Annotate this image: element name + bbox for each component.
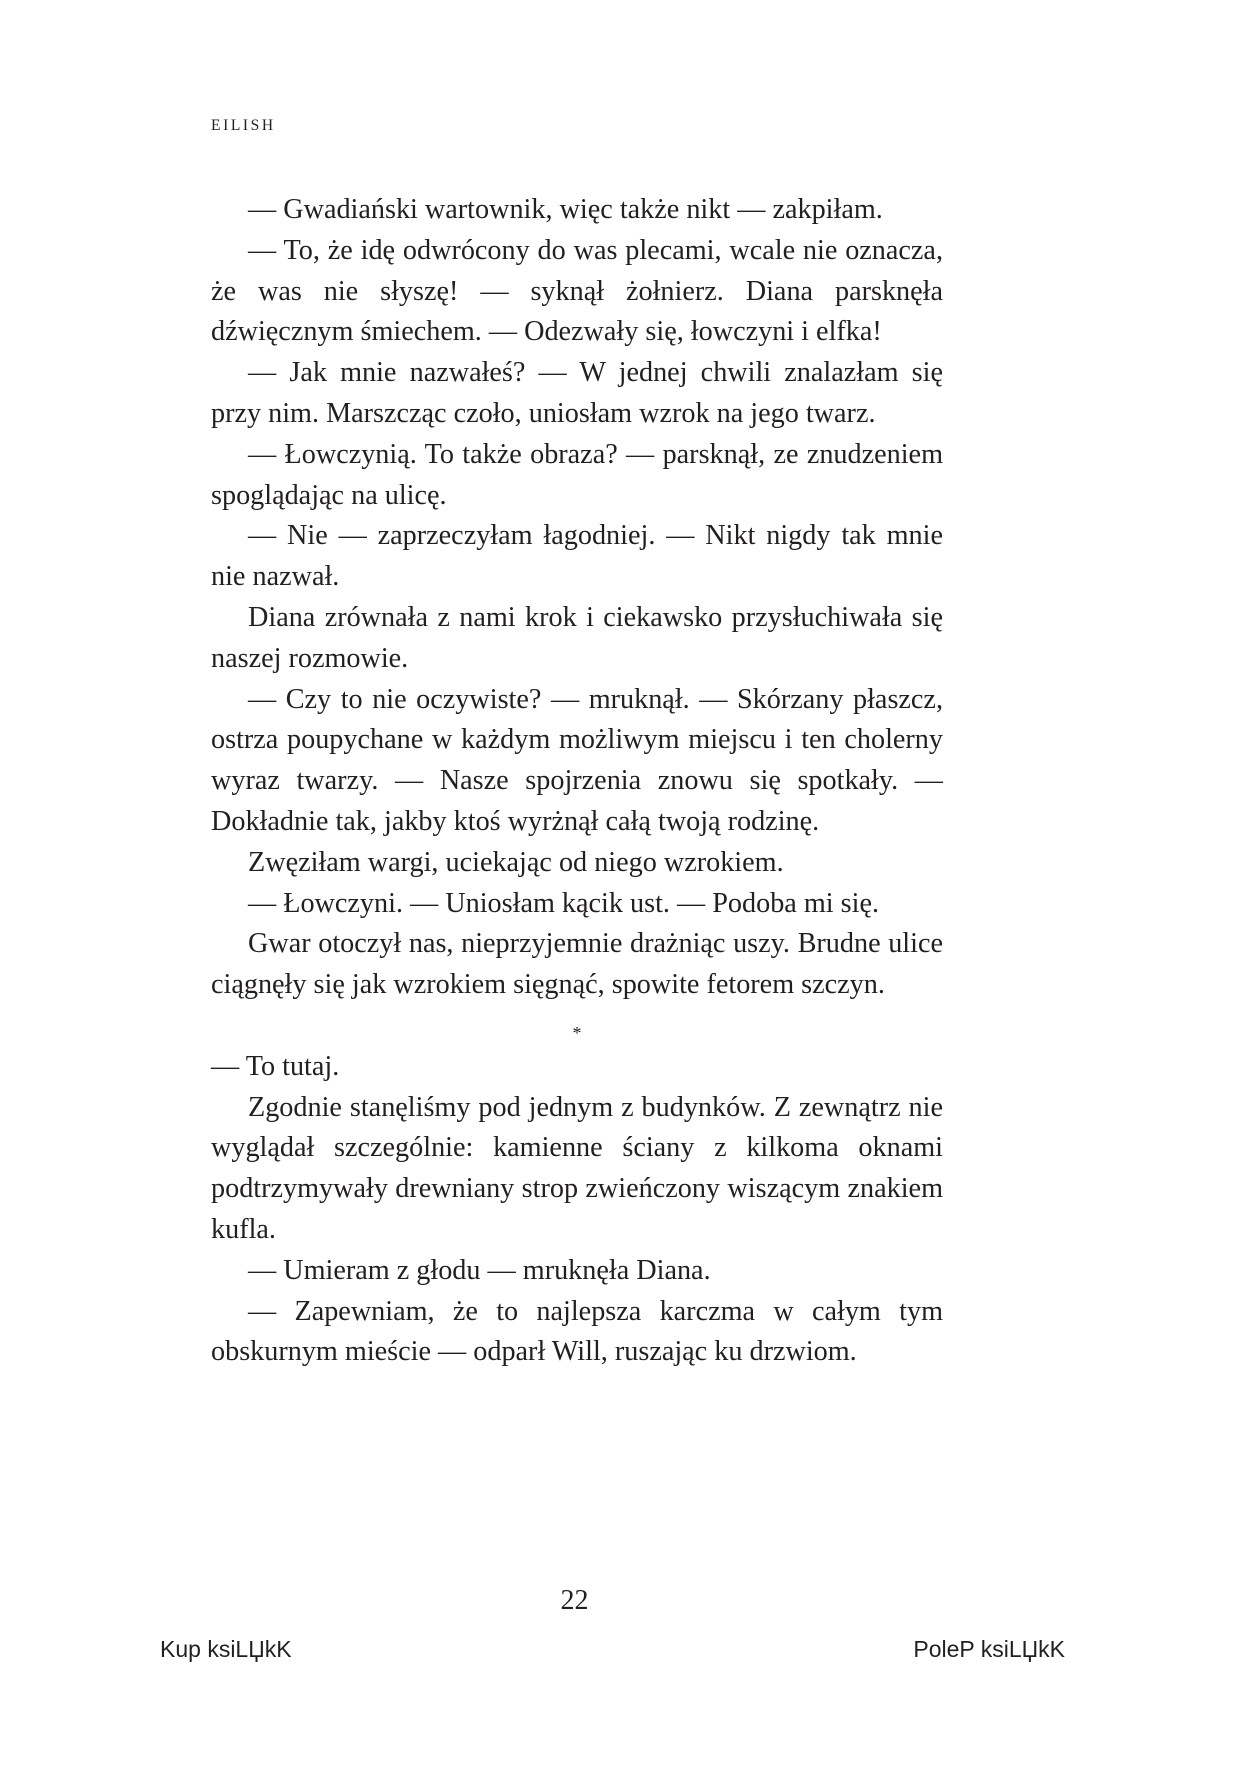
paragraph: — Łowczynią. To także obraza? — parsknął, ze znudzeniem spoglądając na ulicę. [211, 438, 943, 511]
paragraph: — To, że idę odwrócony do was plecami, wcale nie oznacza, że was nie słyszę! — syknął żołnierz. Diana parsknęła dźwięcznym śmiechem. — Odezwały się, łowczyni i elfka! [211, 234, 943, 348]
paragraph: — Nie — zaprzeczyłam łagodniej. — Nikt nigdy tak mnie nie nazwał. [211, 520, 943, 593]
running-head: EILISH [211, 117, 276, 134]
body-text [211, 190, 943, 1373]
paragraph: Gwar otoczył nas, nieprzyjemnie drażniąc uszy. Brudne ulice ciągnęły się jak wzrokiem sięgnąć, spowite fetorem szczyn. [211, 928, 943, 1001]
paragraph: — To tutaj. [211, 1050, 340, 1082]
paragraph: Zgodnie stanęliśmy pod jednym z budynków. Z zewnątrz nie wyglądał szczególnie: kamienne ściany z kilkoma oknami podtrzymywały drewniany strop zwieńczony wiszącym znakiem kufla. [211, 1091, 943, 1245]
section-break-asterisk: * [572, 1022, 582, 1043]
paragraph: — Zapewniam, że to najlepsza karczma w całym tym obskurnym mieście — odparł Will, ruszając ku drzwiom. [211, 1295, 943, 1368]
page-number: 22 [560, 1585, 589, 1616]
paragraph: Zwęziłam wargi, uciekając od niego wzrokiem. [248, 846, 784, 878]
paragraph: — Gwadiański wartownik, więc także nikt — zakpiłam. [248, 194, 883, 225]
paragraph: Diana zrównała z nami krok i ciekawsko przysłuchiwała się naszej rozmowie. [211, 601, 943, 674]
paragraph: — Łowczyni. — Uniosłam kącik ust. — Podoba mi się. [248, 887, 880, 919]
recommend-book-link[interactable]: PoleP ksiLЏkK [913, 1636, 1065, 1662]
paragraph: — Umieram z głodu — mruknęła Diana. [248, 1254, 711, 1286]
paragraph: — Czy to nie oczywiste? — mruknął. — Skórzany płaszcz, ostrza poupychane w każdym możliwym miejscu i ten cholerny wyraz twarzy. — Nasze spojrzenia znowu się spotkały. — Dokładnie tak, jakby ktoś wyrżnął całą twoją rodzinę. [211, 683, 943, 837]
buy-book-link[interactable]: Kup ksiLЏkK [160, 1636, 292, 1662]
paragraph: — Jak mnie nazwałeś? — W jednej chwili znalazłam się przy nim. Marszcząc czoło, uniosłam wzrok na jego twarz. [211, 357, 943, 429]
